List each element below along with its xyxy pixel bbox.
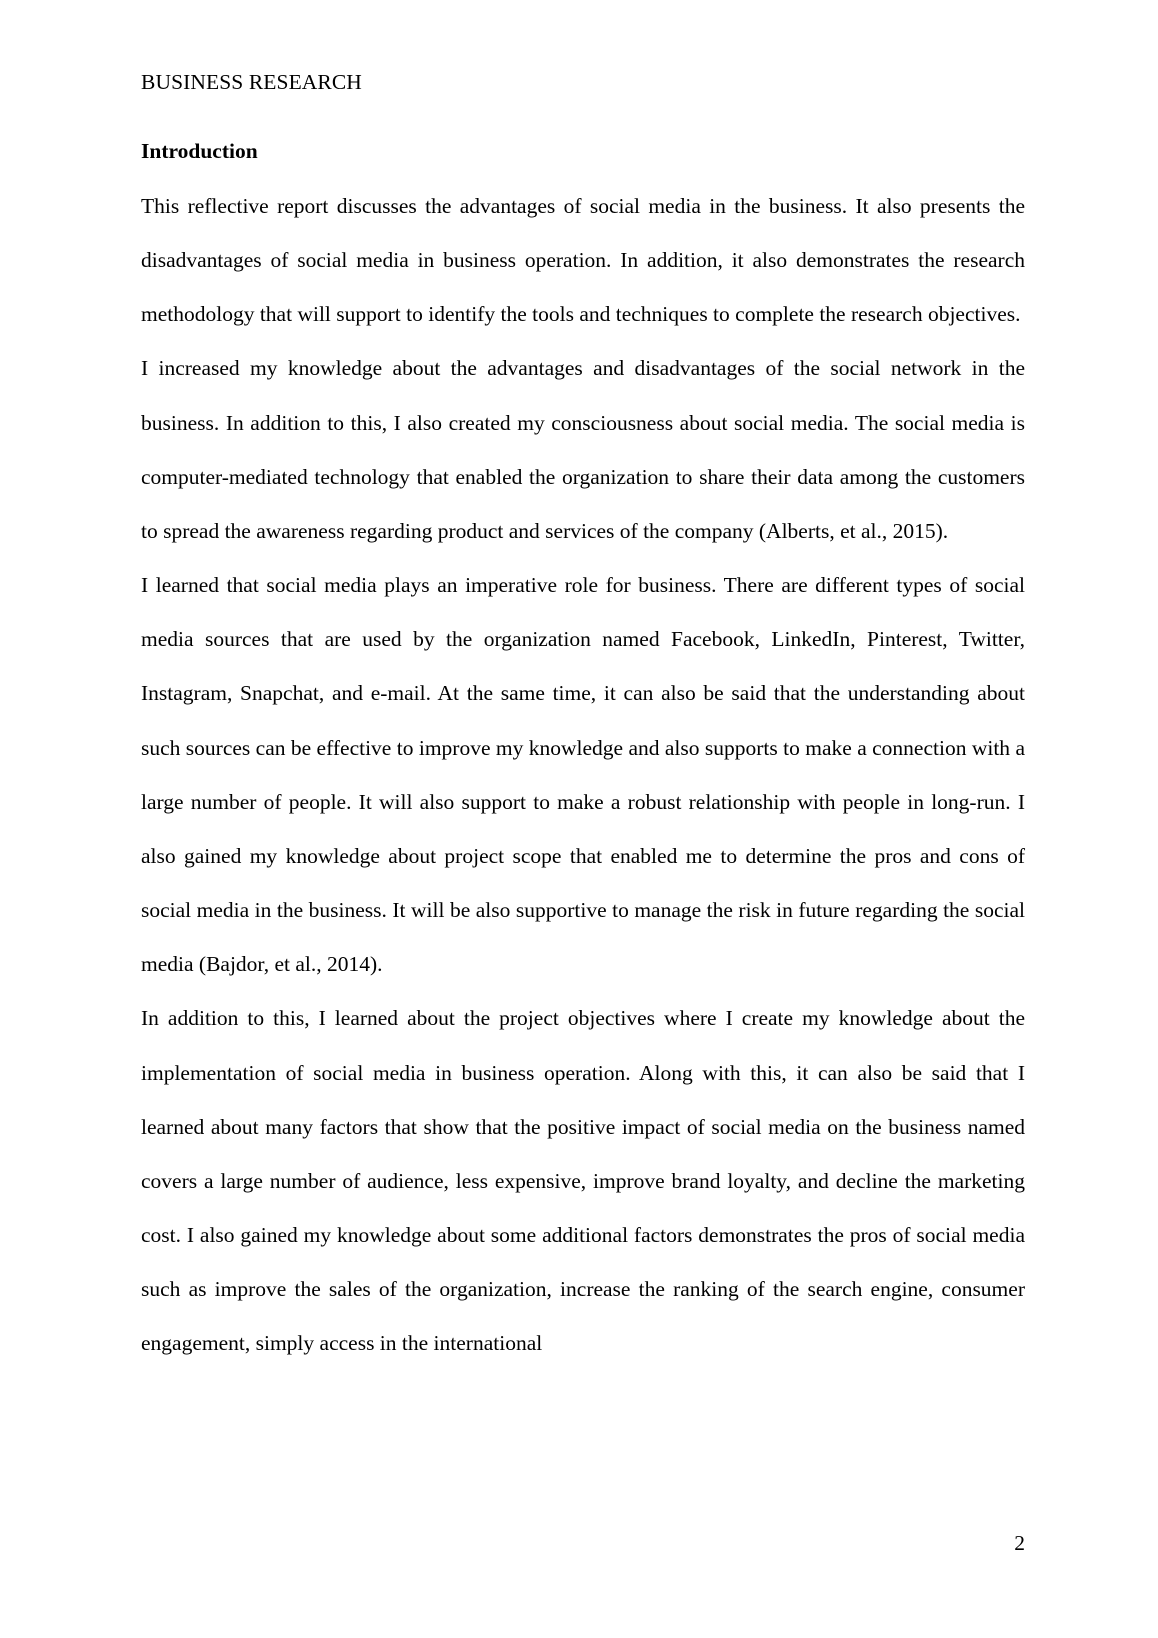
paragraph-1: This reflective report discusses the advantages of social media in the business. It also presents the disadvantages of social media in business operation. In addition, it also demonstrates the research methodology that will support to identify the tools and techniques to complete the research objectives. [141, 194, 1025, 327]
body-text [141, 137, 1025, 1370]
paragraph-2: I increased my knowledge about the advantages and disadvantages of the social network in the business. In addition to this, I also created my consciousness about social media. The social media is computer-mediated technology that enabled the organization to share their data among the customers to spread the awareness regarding product and services of the company (Alberts, et al., 2015). [141, 356, 1025, 543]
page-number: 2 [1014, 1531, 1025, 1555]
section-heading: Introduction [141, 139, 258, 163]
running-head: BUSINESS RESEARCH [141, 70, 362, 94]
paragraph-4: In addition to this, I learned about the project objectives where I create my knowledge about the implementation of social media in business operation. Along with this, it can also be said that I learned about many factors that show that the positive impact of social media on the business named covers a large number of audience, less expensive, improve brand loyalty, and decline the marketing cost. I also gained my knowledge about some additional factors demonstrates the pros of social media such as improve the sales of the organization, increase the ranking of the search engine, consumer engagement, simply access in the international [141, 1006, 1025, 1356]
paragraph-3: I learned that social media plays an imperative role for business. There are different types of social media sources that are used by the organization named Facebook, LinkedIn, Pinterest, Twitter, Instagram, Snapchat, and e-mail. At the same time, it can also be said that the understanding about such sources can be effective to improve my knowledge and also supports to make a connection with a large number of people. It will also support to make a robust relationship with people in long-run. I also gained my knowledge about project scope that enabled me to determine the pros and cons of social media in the business. It will be also supportive to manage the risk in future regarding the social media (Bajdor, et al., 2014). [141, 573, 1025, 977]
